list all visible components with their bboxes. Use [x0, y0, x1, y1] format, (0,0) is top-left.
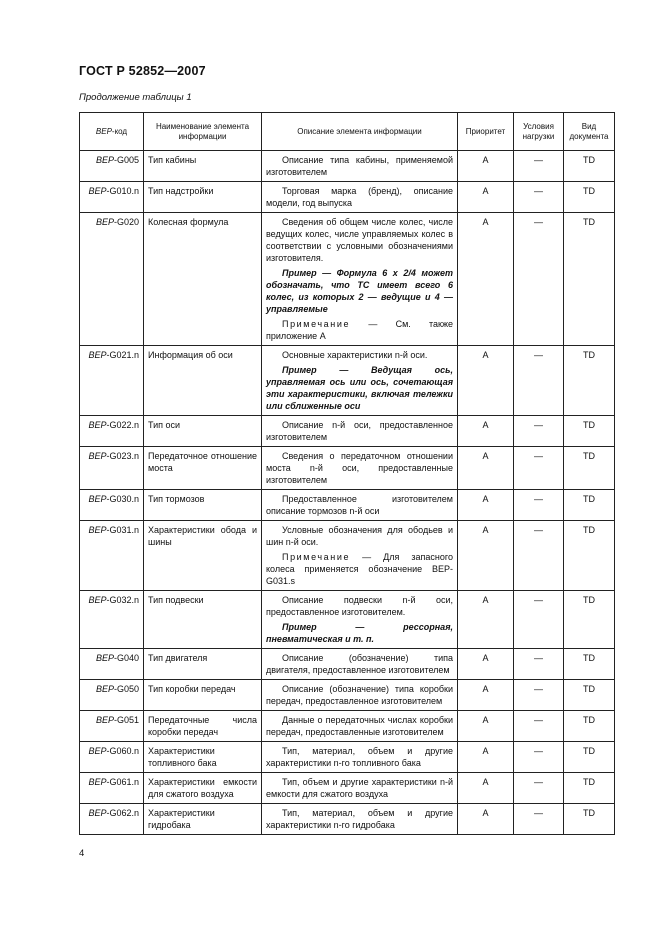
column-header-description: Описание элемента информации	[262, 113, 458, 151]
cell-bep-code: BEP-G022.n	[80, 416, 144, 447]
description-text: Тип, материал, объем и другие характеристики n-го гидробака	[266, 808, 453, 830]
cell-document-type: TD	[564, 346, 615, 416]
cell-bep-code: BEP-G032.n	[80, 591, 144, 649]
cell-bep-code: BEP-G020	[80, 213, 144, 346]
cell-element-name: Тип кабины	[144, 151, 262, 182]
cell-bep-code: BEP-G030.n	[80, 490, 144, 521]
cell-element-description	[262, 711, 458, 742]
description-text: Сведения об общем числе колес, числе ведущих колес, числе управляемых колес в соответствии с условными обозначениями изготовителя.	[266, 217, 453, 263]
description-example: Пример — Ведущая ось, управляемая ось или ось, сочетающая эти характеристики, включая тележки или сближенные оси	[266, 365, 453, 411]
cell-load-conditions: —	[514, 804, 564, 835]
cell-element-description	[262, 591, 458, 649]
column-header-load-conditions: Условия нагрузки	[514, 113, 564, 151]
column-header-document-type: Вид документа	[564, 113, 615, 151]
column-header-name: Наименование элемента информации	[144, 113, 262, 151]
cell-priority: A	[458, 490, 514, 521]
description-text: Сведения о передаточном отношении моста n-й оси, предоставленные изготовителем	[266, 451, 453, 485]
table-row	[80, 447, 615, 490]
cell-document-type: TD	[564, 773, 615, 804]
cell-element-name: Характеристики гидробака	[144, 804, 262, 835]
cell-load-conditions: —	[514, 649, 564, 680]
description-text: Торговая марка (бренд), описание модели, год выпуска	[266, 186, 453, 208]
cell-load-conditions: —	[514, 773, 564, 804]
description-text: Описание типа кабины, применяемой изготовителем	[266, 155, 453, 177]
cell-element-description	[262, 804, 458, 835]
table-row	[80, 591, 615, 649]
cell-load-conditions: —	[514, 182, 564, 213]
cell-element-description	[262, 447, 458, 490]
cell-element-description	[262, 213, 458, 346]
cell-element-description	[262, 773, 458, 804]
column-header-priority: Приоритет	[458, 113, 514, 151]
table-row	[80, 213, 615, 346]
page-number: 4	[79, 848, 85, 859]
cell-element-name: Характеристики топливного бака	[144, 742, 262, 773]
cell-load-conditions: —	[514, 680, 564, 711]
cell-document-type: TD	[564, 447, 615, 490]
table-row	[80, 773, 615, 804]
cell-element-description	[262, 649, 458, 680]
cell-load-conditions: —	[514, 213, 564, 346]
cell-priority: A	[458, 711, 514, 742]
description-example: Пример — Формула 6 x 2/4 может обозначать, что ТС имеет всего 6 колес, из которых 2 — ведущие и 4 — управляемые	[266, 268, 453, 314]
cell-bep-code: BEP-G062.n	[80, 804, 144, 835]
table-row	[80, 804, 615, 835]
cell-priority: A	[458, 447, 514, 490]
cell-bep-code: BEP-G060.n	[80, 742, 144, 773]
cell-priority: A	[458, 521, 514, 591]
cell-element-name: Тип оси	[144, 416, 262, 447]
cell-element-description	[262, 680, 458, 711]
cell-load-conditions: —	[514, 346, 564, 416]
table-row	[80, 151, 615, 182]
description-text: Описание (обозначение) типа двигателя, предоставленное изготовителем	[266, 653, 453, 675]
cell-document-type: TD	[564, 213, 615, 346]
description-text: Описание подвески n-й оси, предоставленное изготовителем.	[266, 595, 453, 617]
cell-element-name: Тип коробки передач	[144, 680, 262, 711]
cell-document-type: TD	[564, 804, 615, 835]
cell-bep-code: BEP-G051	[80, 711, 144, 742]
table-row	[80, 680, 615, 711]
cell-element-name: Тип тормозов	[144, 490, 262, 521]
cell-priority: A	[458, 346, 514, 416]
cell-priority: A	[458, 182, 514, 213]
table-row	[80, 521, 615, 591]
cell-bep-code: BEP-G040	[80, 649, 144, 680]
cell-document-type: TD	[564, 711, 615, 742]
table-caption: Продолжение таблицы 1	[79, 92, 192, 103]
cell-document-type: TD	[564, 151, 615, 182]
description-note: Примечание — См. также приложение А	[266, 319, 453, 341]
cell-bep-code: BEP-G061.n	[80, 773, 144, 804]
cell-priority: A	[458, 649, 514, 680]
table-row	[80, 346, 615, 416]
cell-element-name: Характеристики обода и шины	[144, 521, 262, 591]
cell-element-name: Информация об оси	[144, 346, 262, 416]
cell-load-conditions: —	[514, 742, 564, 773]
cell-priority: A	[458, 151, 514, 182]
cell-element-description	[262, 416, 458, 447]
cell-load-conditions: —	[514, 711, 564, 742]
cell-priority: A	[458, 773, 514, 804]
cell-element-name: Передаточное отношение моста	[144, 447, 262, 490]
cell-priority: A	[458, 680, 514, 711]
cell-priority: A	[458, 591, 514, 649]
cell-element-name: Тип двигателя	[144, 649, 262, 680]
cell-bep-code: BEP-G010.n	[80, 182, 144, 213]
cell-load-conditions: —	[514, 490, 564, 521]
cell-element-name: Тип подвески	[144, 591, 262, 649]
cell-document-type: TD	[564, 680, 615, 711]
cell-load-conditions: —	[514, 416, 564, 447]
column-header-code: BEP-код	[80, 113, 144, 151]
info-elements-table	[79, 112, 615, 835]
cell-element-name: Характеристики емкости для сжатого воздуха	[144, 773, 262, 804]
description-text: Условные обозначения для ободьев и шин n-й оси.	[266, 525, 453, 547]
description-note: Примечание — Для запасного колеса применяется обозначение BEP-G031.s	[266, 552, 453, 586]
table-row	[80, 416, 615, 447]
table-header-row	[80, 113, 615, 151]
description-text: Данные о передаточных числах коробки передач, предоставленные изготовителем	[266, 715, 453, 737]
cell-document-type: TD	[564, 521, 615, 591]
table-row	[80, 711, 615, 742]
table-body	[80, 151, 615, 835]
cell-bep-code: BEP-G050	[80, 680, 144, 711]
table-row	[80, 649, 615, 680]
cell-element-name: Колесная формула	[144, 213, 262, 346]
cell-document-type: TD	[564, 591, 615, 649]
cell-document-type: TD	[564, 416, 615, 447]
cell-element-description	[262, 182, 458, 213]
table-row	[80, 490, 615, 521]
cell-element-description	[262, 521, 458, 591]
cell-load-conditions: —	[514, 521, 564, 591]
table-row	[80, 182, 615, 213]
cell-document-type: TD	[564, 490, 615, 521]
cell-priority: A	[458, 742, 514, 773]
cell-priority: A	[458, 416, 514, 447]
cell-element-name: Передаточные числа коробки передач	[144, 711, 262, 742]
cell-element-description	[262, 490, 458, 521]
cell-priority: A	[458, 213, 514, 346]
description-text: Тип, материал, объем и другие характеристики n-го топливного бака	[266, 746, 453, 768]
cell-element-name: Тип надстройки	[144, 182, 262, 213]
cell-document-type: TD	[564, 182, 615, 213]
cell-priority: A	[458, 804, 514, 835]
cell-load-conditions: —	[514, 591, 564, 649]
cell-bep-code: BEP-G005	[80, 151, 144, 182]
cell-element-description	[262, 346, 458, 416]
description-text: Описание n-й оси, предоставленное изготовителем	[266, 420, 453, 442]
description-text: Описание (обозначение) типа коробки передач, предоставленное изготовителем	[266, 684, 453, 706]
cell-element-description	[262, 742, 458, 773]
description-text: Основные характеристики n-й оси.	[282, 350, 428, 360]
description-example: Пример — рессорная, пневматическая и т. п.	[266, 622, 453, 644]
description-text: Предоставленное изготовителем описание тормозов n-й оси	[266, 494, 453, 516]
cell-element-description	[262, 151, 458, 182]
cell-bep-code: BEP-G031.n	[80, 521, 144, 591]
table-row	[80, 742, 615, 773]
cell-bep-code: BEP-G023.n	[80, 447, 144, 490]
cell-document-type: TD	[564, 742, 615, 773]
cell-bep-code: BEP-G021.n	[80, 346, 144, 416]
page-header: ГОСТ Р 52852—2007	[79, 64, 206, 78]
description-text: Тип, объем и другие характеристики n-й емкости для сжатого воздуха	[266, 777, 453, 799]
cell-load-conditions: —	[514, 151, 564, 182]
cell-load-conditions: —	[514, 447, 564, 490]
cell-document-type: TD	[564, 649, 615, 680]
